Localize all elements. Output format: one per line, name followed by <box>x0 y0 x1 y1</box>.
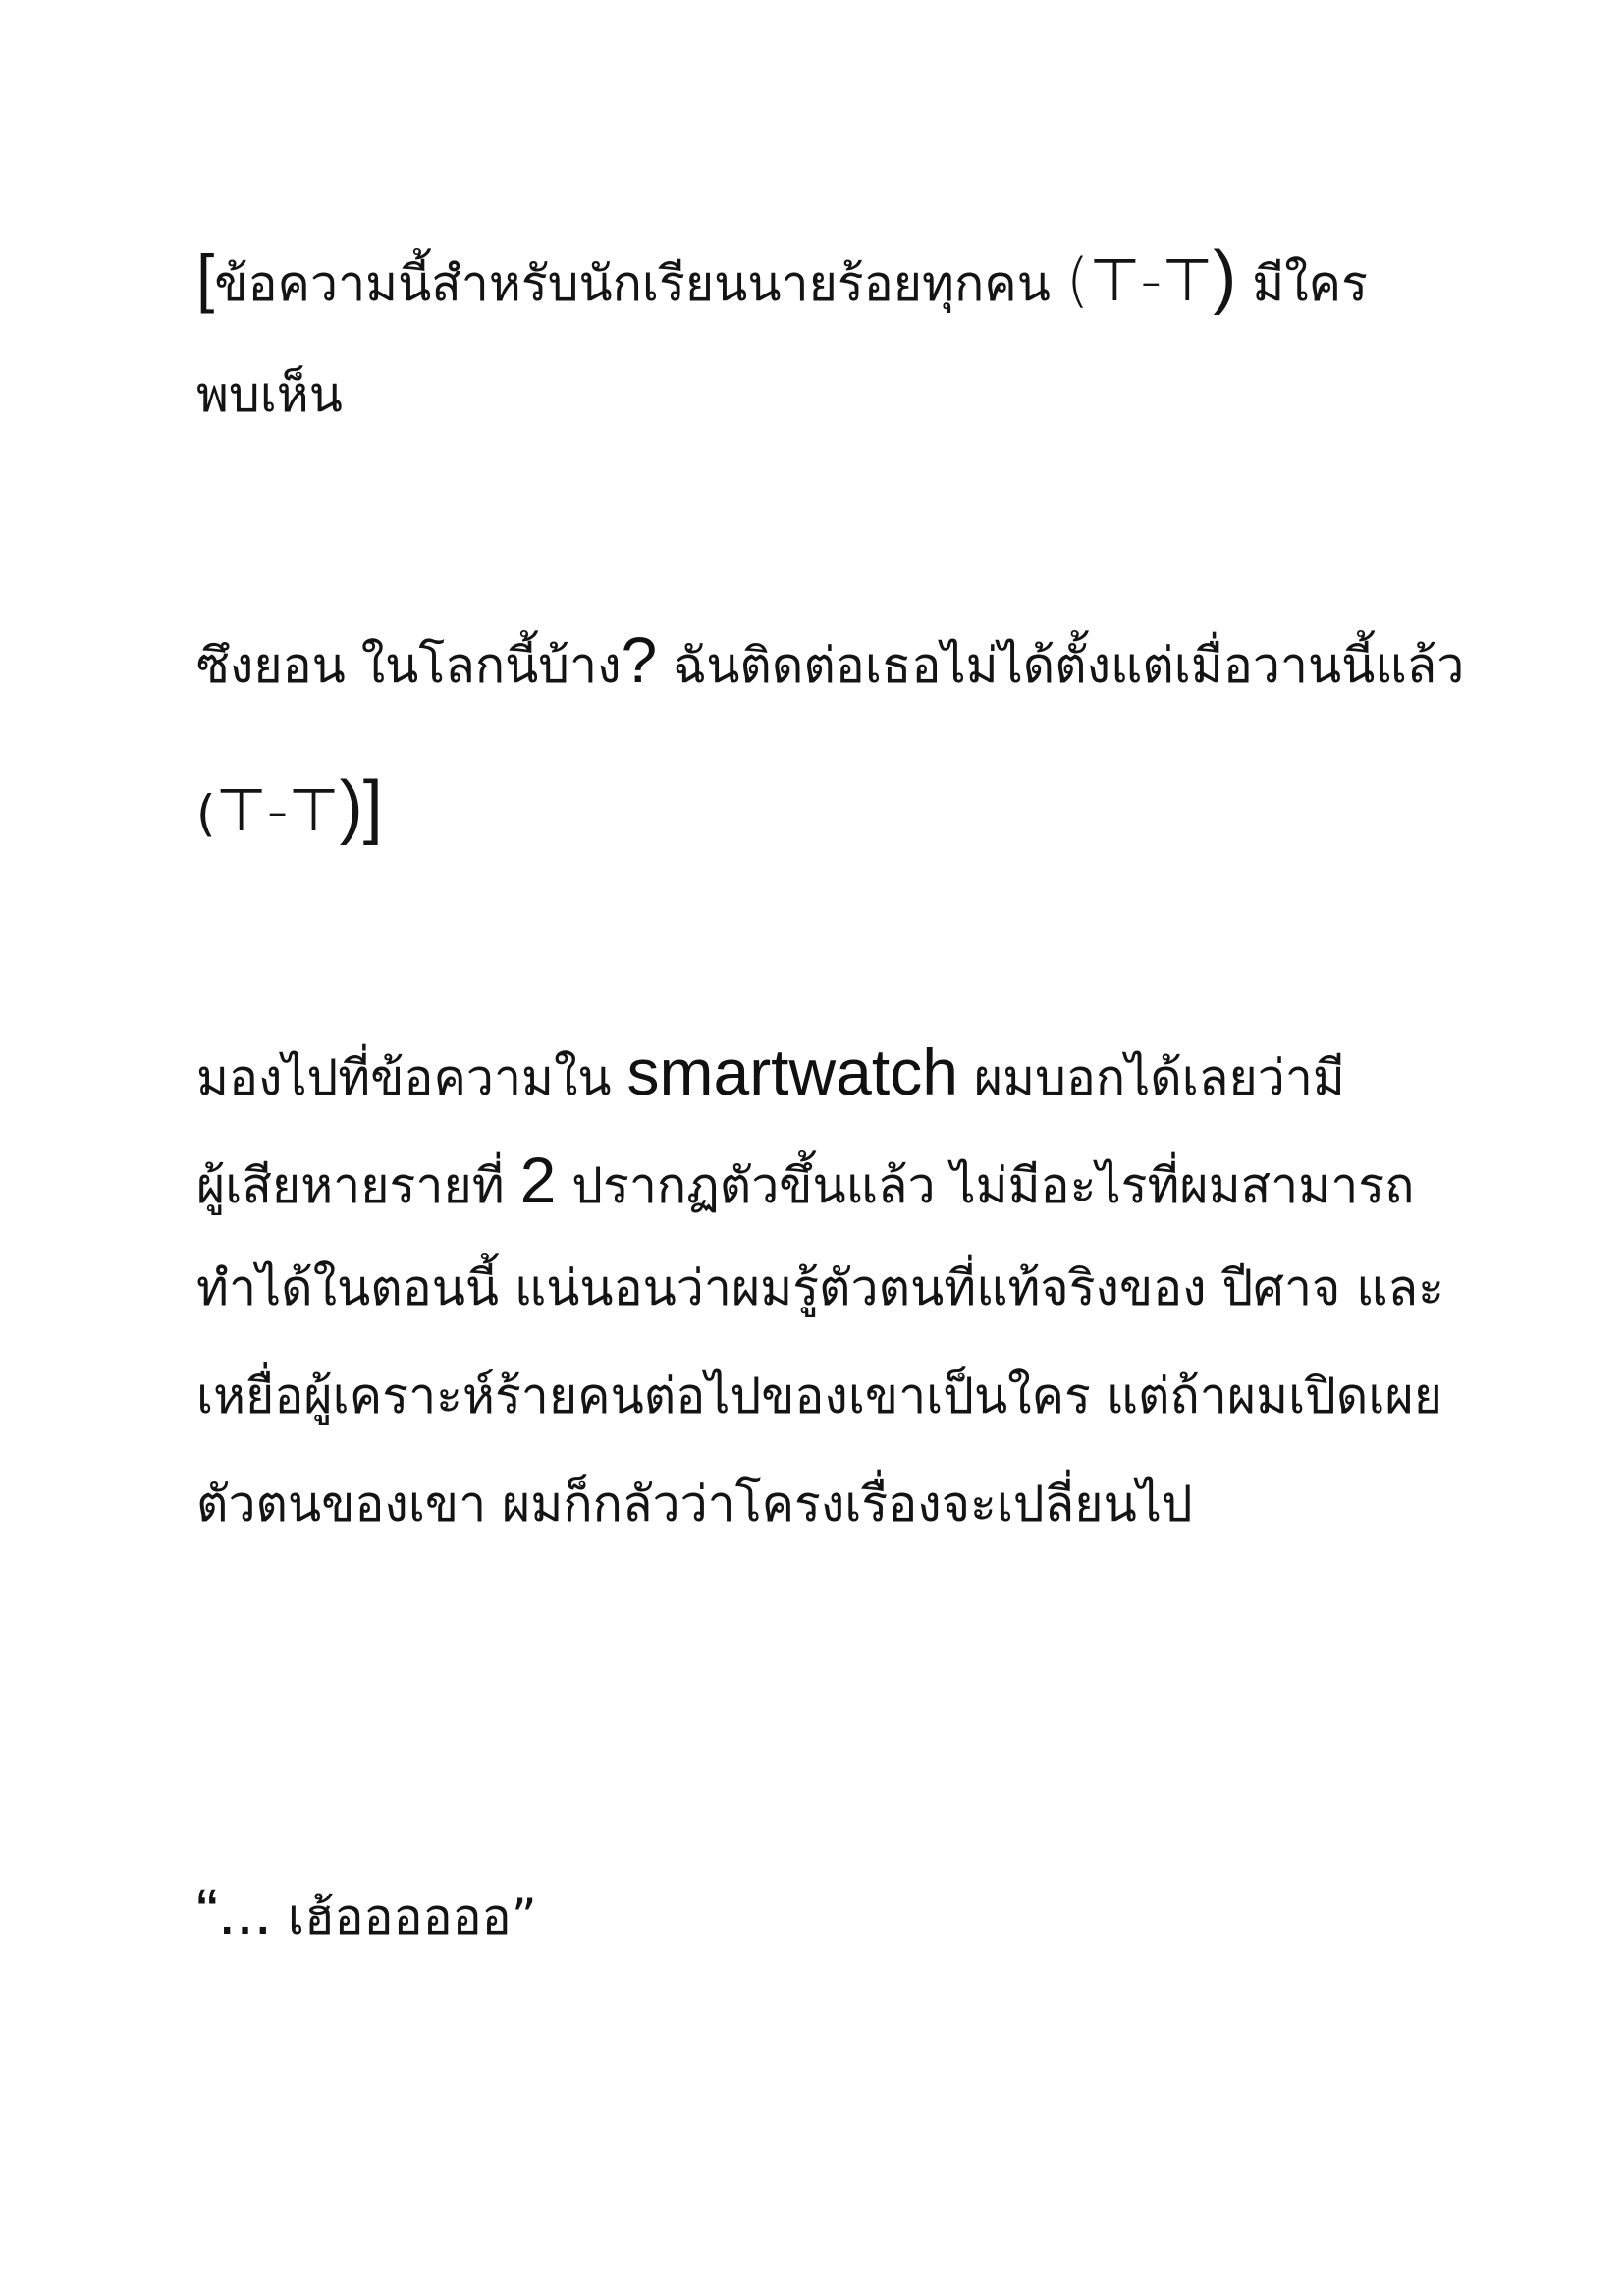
paragraph-3-line-2-text-a: ผู้เสียหายรายที่ <box>196 1157 520 1214</box>
paragraph-3-line-2 <box>196 1144 1473 1217</box>
smartwatch-word: smartwatch <box>626 1036 958 1108</box>
ellipsis: ... <box>217 1875 272 1948</box>
paragraph-3-line-4: เหยื่อผู้เคราะห์ร้ายคนต่อไปของเขาเป็นใคร แต่ถ้าผมเปิดเผย <box>196 1367 1443 1424</box>
sigh-text: เฮ้ออออออ <box>272 1889 512 1946</box>
paragraph-3-line-1 <box>196 1036 1473 1109</box>
victim-number: 2 <box>519 1144 557 1216</box>
paragraph-3-line-2-text-b: ปรากฏตัวขึ้นแล้ว ไม่มีอะไรที่ผมสามารถ <box>556 1157 1415 1214</box>
paragraph-3-text-a: มองไปที่ข้อความใน <box>196 1049 627 1106</box>
paragraph-3-line-5: ตัวตนของเขา ผมก็กลัวว่าโครงเรื่องจะเปลี่ยนไป <box>196 1475 1193 1532</box>
paragraph-3-text-b: ผมบอกได้เลยว่ามี <box>957 1049 1345 1106</box>
paragraph-1-line-2: พบเห็น <box>196 366 343 423</box>
paragraph-2-line-1 <box>196 623 1473 697</box>
quote-close: ” <box>511 1889 537 1946</box>
question-mark: ? <box>621 623 658 696</box>
paren-close: ) <box>1213 238 1237 316</box>
paragraph-1-text-b: มีใคร <box>1236 255 1368 312</box>
bracket-close: ] <box>362 768 383 846</box>
emoticon-crying: ⊤-⊤ <box>215 776 340 845</box>
paragraph-2-line-2 <box>196 768 1473 846</box>
paragraph-2-text-a: ซึงยอน ในโลกนี้บ้าง <box>196 637 622 694</box>
paragraph-2-text-b: ฉันติดต่อเธอไม่ได้ตั้งแต่เมื่อวานนี้แล้ว <box>657 637 1465 694</box>
paragraph-1-text-a: ข้อความนี้สำหรับนักเรียนนายร้อยทุกคน <box>214 255 1066 312</box>
paragraph-4-line <box>196 1875 1473 1949</box>
paren-open: ( <box>196 785 216 842</box>
paragraph-3-line-3: ทำได้ในตอนนี้ แน่นอนว่าผมรู้ตัวตนที่แท้จริงของ ปีศาจ และ <box>196 1259 1444 1316</box>
paragraph-1-line-1 <box>196 238 1473 316</box>
paren-open: ( <box>1065 246 1090 315</box>
emoticon-crying: ⊤-⊤ <box>1089 246 1214 315</box>
quote-open: “ <box>196 1875 218 1948</box>
paren-close: ) <box>339 768 363 846</box>
bracket-open: [ <box>196 241 215 314</box>
